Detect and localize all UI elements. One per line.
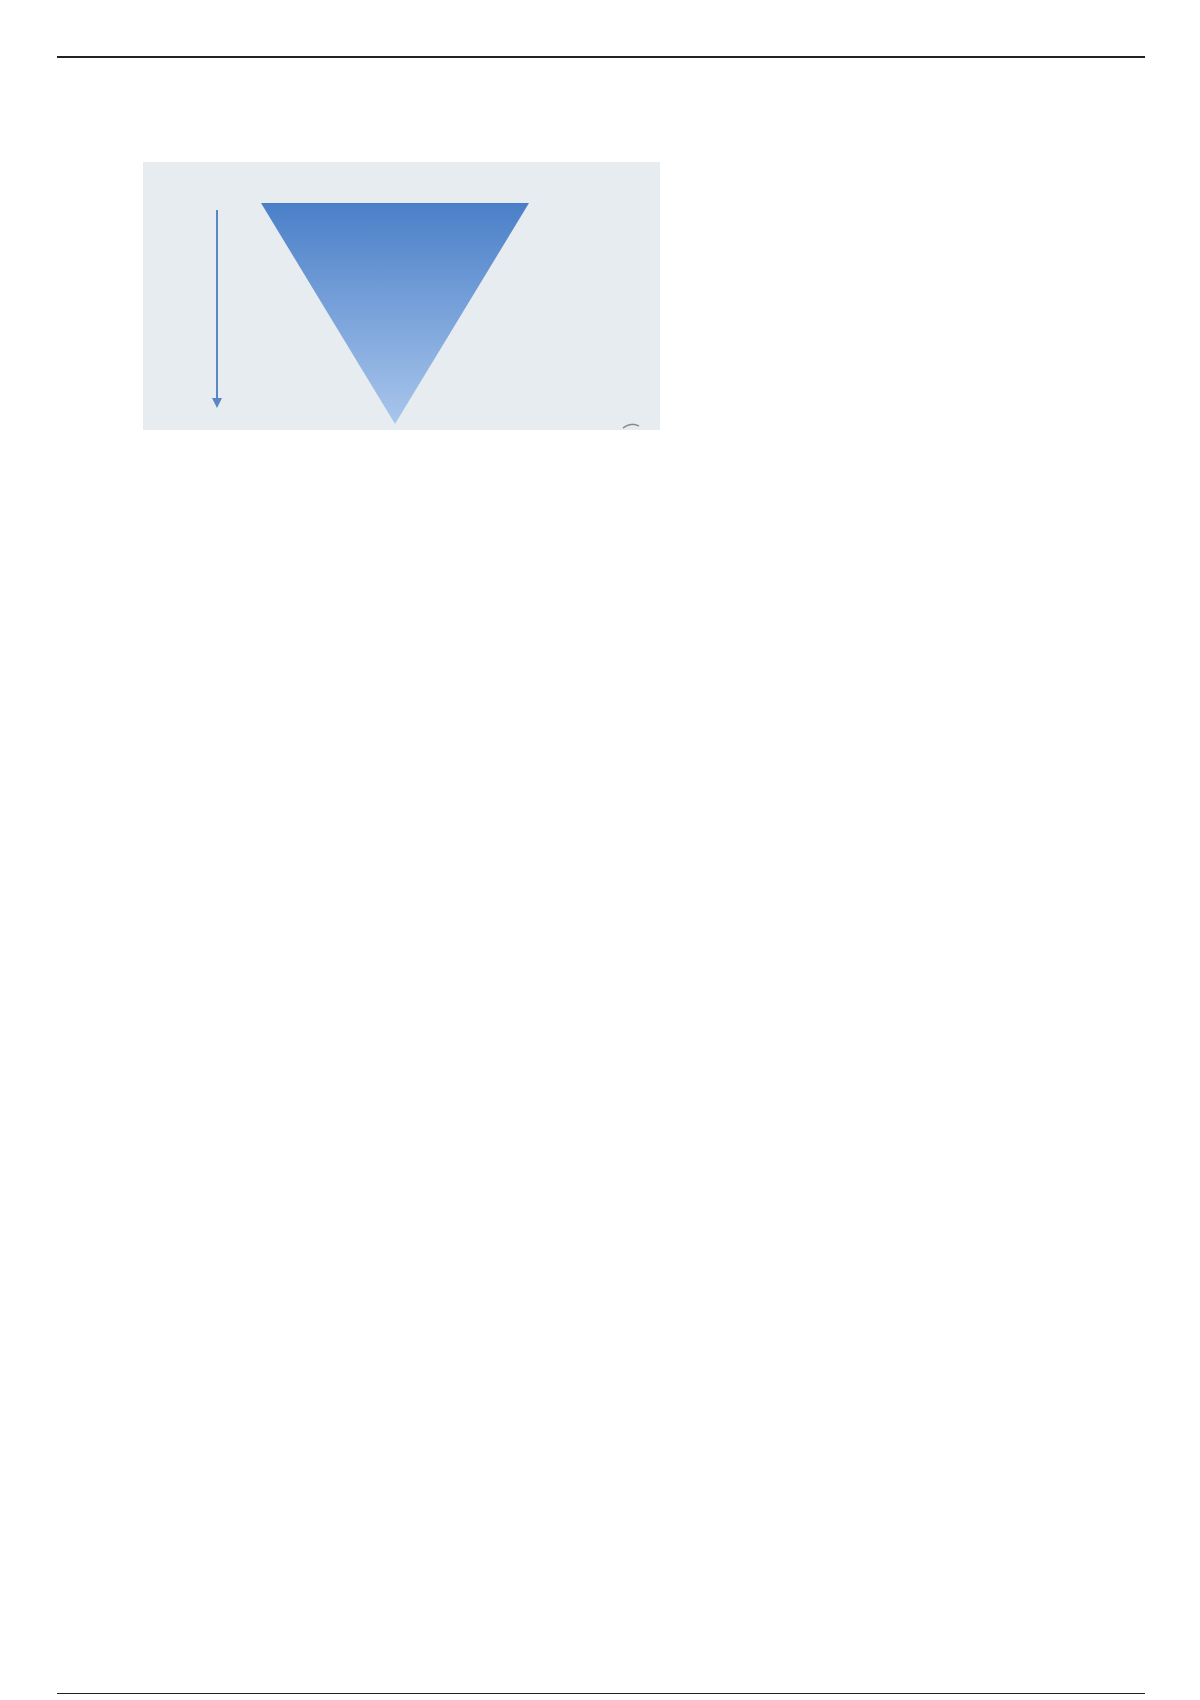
footer-rule — [57, 1693, 1145, 1694]
arrow-head — [212, 398, 222, 408]
funnel-diagram — [143, 162, 660, 430]
header-rule — [57, 56, 1145, 58]
corner-mark — [623, 424, 639, 428]
strafrechtketen-figure — [143, 162, 660, 430]
document-body — [143, 142, 1063, 474]
funnel-shape — [261, 203, 529, 424]
